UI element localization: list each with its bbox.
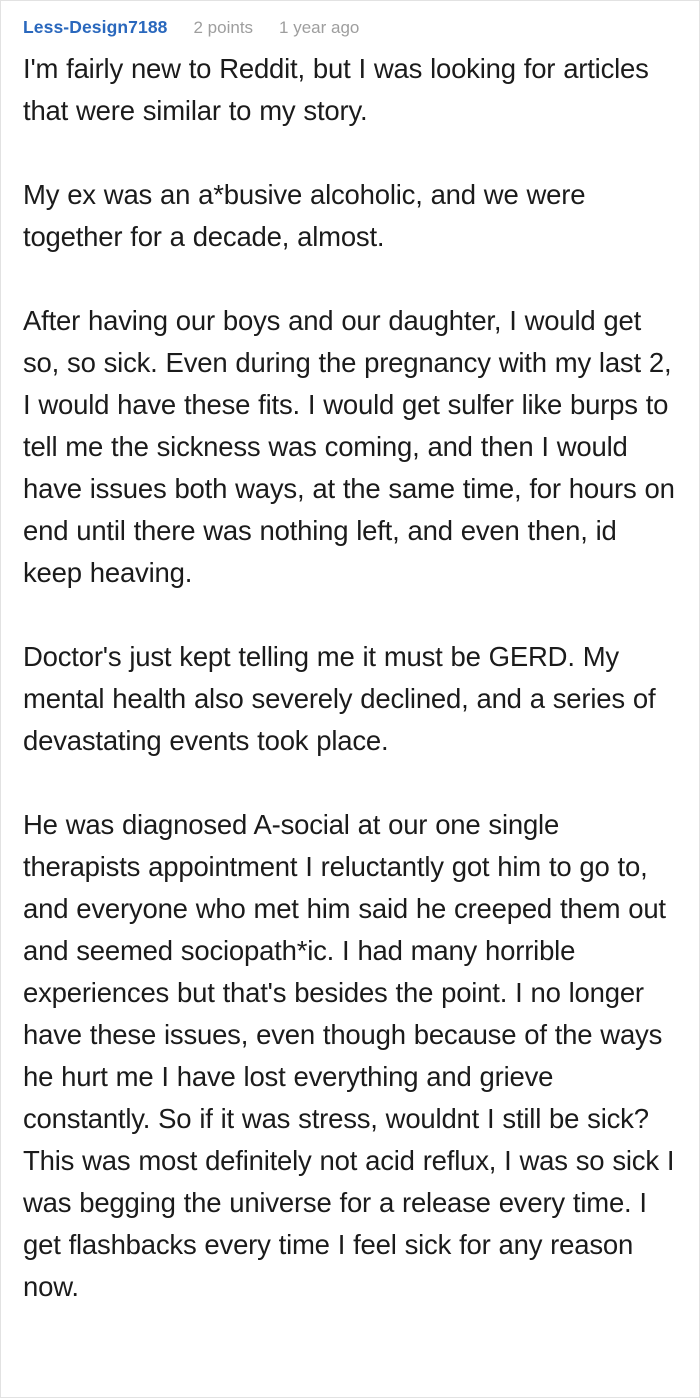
comment-body: [23, 48, 679, 1308]
comment-paragraph: I'm fairly new to Reddit, but I was looking for articles that were similar to my story.: [23, 53, 649, 126]
comment-paragraph: He was diagnosed A-social at our one single therapists appointment I reluctantly got him to go to, and everyone who met him said he creeped them out and seemed sociopath*ic. I had many horrible experiences but that's besides the point. I no longer have these issues, even though because of the ways he hurt me I have lost everything and grieve constantly. So if it was stress, wouldnt I still be sick? This was most definitely not acid reflux, I was so sick I was begging the universe for a release every time. I get flashbacks every time I feel sick for any reason now.: [23, 809, 675, 1302]
comment-header: [23, 17, 679, 38]
comment-paragraph: Doctor's just kept telling me it must be GERD. My mental health also severely declined, and a series of devastating events took place.: [23, 641, 656, 756]
comment-points: 2 points: [193, 18, 254, 37]
comment-timestamp: 1 year ago: [279, 18, 360, 37]
comment-paragraph: After having our boys and our daughter, I would get so, so sick. Even during the pregnancy with my last 2, I would have these fits. I would get sulfer like burps to tell me the sickness was coming, and then I would have issues both ways, at the same time, for hours on end until there was nothing left, and even then, id keep heaving.: [23, 305, 675, 588]
comment-paragraph: My ex was an a*busive alcoholic, and we were together for a decade, almost.: [23, 179, 586, 252]
comment-author-link[interactable]: Less-Design7188: [23, 17, 168, 37]
